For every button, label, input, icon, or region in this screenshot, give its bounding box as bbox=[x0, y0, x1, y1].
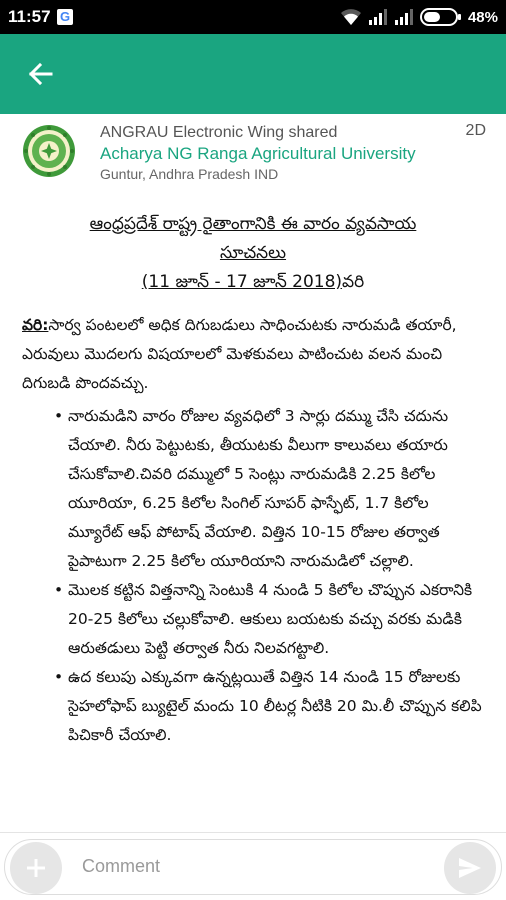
post-content bbox=[0, 200, 506, 832]
title-dates: (11 జూన్ - 17 జూన్ 2018) bbox=[141, 272, 343, 292]
organization-name[interactable]: Acharya NG Ranga Agricultural University bbox=[100, 144, 416, 163]
add-attachment-button[interactable] bbox=[10, 842, 62, 894]
shared-by: ANGRAU Electronic Wing shared bbox=[100, 124, 338, 141]
title-dates-line bbox=[30, 268, 476, 297]
status-time: 11:57 bbox=[8, 7, 51, 26]
send-icon bbox=[457, 856, 483, 880]
post-title bbox=[0, 200, 506, 297]
battery-icon bbox=[420, 8, 462, 26]
post-header bbox=[0, 114, 506, 194]
signal-icon bbox=[368, 9, 388, 25]
university-seal-icon bbox=[22, 124, 76, 178]
title-crop: వరి bbox=[342, 272, 365, 292]
location: Guntur, Andhra Pradesh IND bbox=[100, 166, 279, 182]
intro-paragraph bbox=[22, 311, 486, 398]
app-bar bbox=[0, 34, 506, 114]
wifi-icon bbox=[340, 8, 362, 26]
post-meta bbox=[100, 122, 460, 185]
arrow-left-icon bbox=[27, 62, 53, 86]
advice-list bbox=[68, 402, 488, 750]
title-line: ఆంధ్రప్రదేశ్ రాష్ట్ర రైతాంగానికి ఈ వారం వ్యవసాయ bbox=[89, 214, 417, 234]
status-bar bbox=[0, 0, 506, 34]
comment-input[interactable] bbox=[82, 851, 422, 881]
back-button[interactable] bbox=[18, 54, 62, 94]
intro-text: సార్వ పంటలలో అధిక దిగుబడులు సాధించుటకు నారుమడి తయారీ, ఎరువులు మొదలగు విషయాలలో మెళకువలు పాటించుట వలన మంచి దిగుబడి పొందవచ్చు. bbox=[22, 316, 457, 392]
plus-icon bbox=[25, 857, 47, 879]
intro-lead: వరి: bbox=[22, 316, 49, 334]
comment-bar bbox=[0, 832, 506, 900]
google-notification-icon: G bbox=[57, 9, 73, 25]
list-item: • మొలక కట్టిన విత్తనాన్ని సెంటుకి 4 నుండి 5 కిలోల చొప్పున ఎకరానికి 20-25 కిలోలు చల్లుకోవాలి. ఆకులు బయటకు వచ్చు వరకు మడికి ఆరుతడులు పెట్టి తర్వాత నీరు నిలవగట్టాలి. bbox=[68, 576, 488, 663]
list-item: • ఉద కలుపు ఎక్కువగా ఉన్నట్లయితే విత్తిన 14 నుండి 15 రోజులకు సైహలోఫాప్ బ్యుటైల్ మందు 10 లీటర్ల నీటికి 20 మి.లీ చొప్పున కలిపి పిచికారీ చేయాలి. bbox=[68, 663, 488, 750]
post-age: 2D bbox=[465, 122, 486, 139]
send-button[interactable] bbox=[444, 842, 496, 894]
signal-icon bbox=[394, 9, 414, 25]
title-line: సూచనలు bbox=[219, 243, 287, 263]
status-icons bbox=[340, 6, 498, 28]
list-item: • నారుమడిని వారం రోజుల వ్యవధిలో 3 సార్లు దమ్ము చేసి చదును చేయాలి. నీరు పెట్టుటకు, తీయుటకు వీలుగా కాలువలు తయారు చేసుకోవాలి.చివరి దమ్ములో 5 సెంట్లు నారుమడికి 2.25 కిలోల యూరియా, 6.25 కిలోల సింగిల్ సూపర్ ఫాస్ఫేట్, 1.7 కిలోల మ్యూరేట్ ఆఫ్ పోటాష్ వేయాలి. విత్తిన 10-15 రోజుల తర్వాత పైపాటుగా 2.25 కిలోల యూరియాని నారుమడిలో చల్లాలి. bbox=[68, 402, 488, 576]
battery-percent: 48% bbox=[467, 8, 498, 26]
